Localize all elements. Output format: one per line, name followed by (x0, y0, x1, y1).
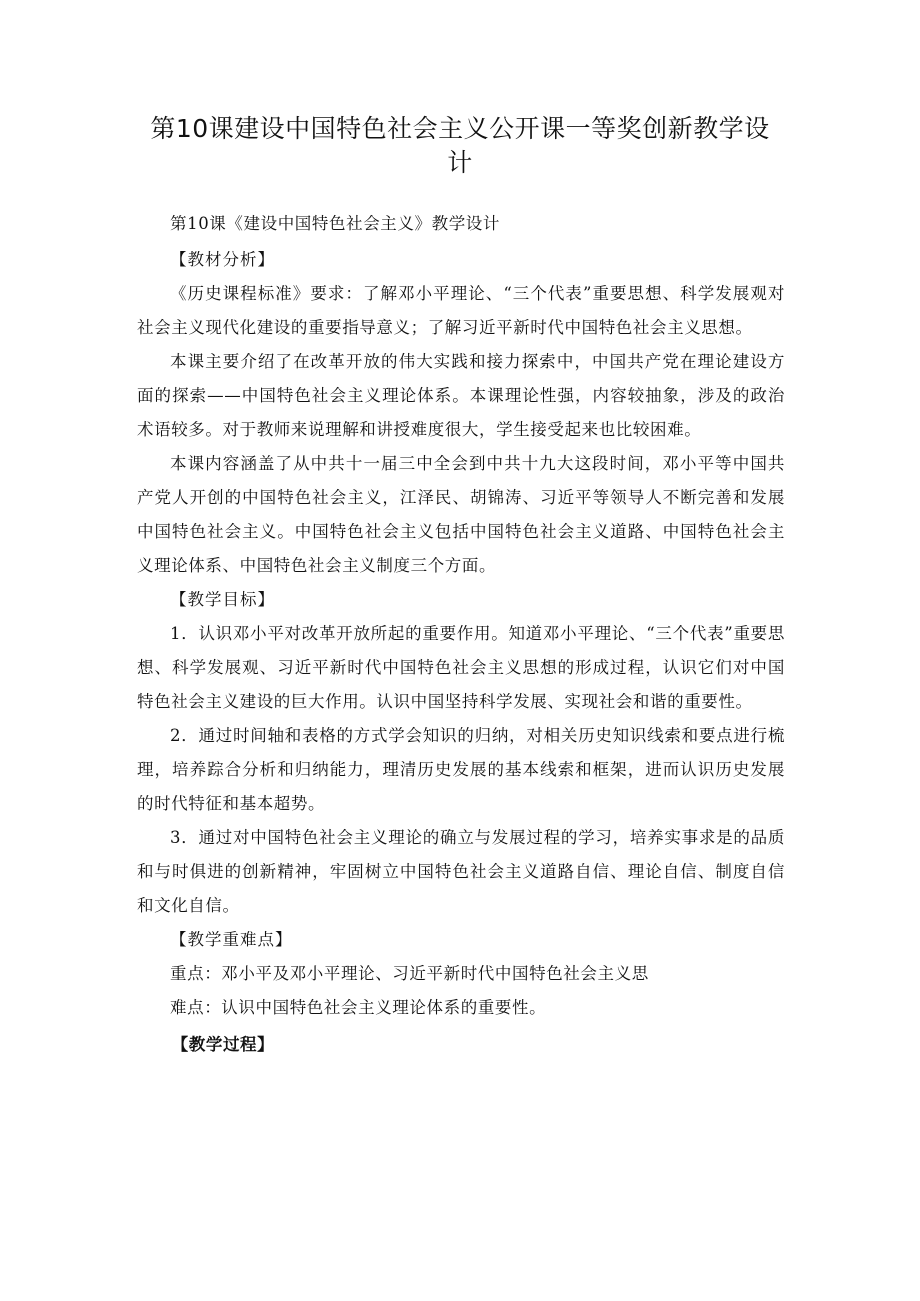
objective-item: 1．认识邓小平对改革开放所起的重要作用。知道邓小平理论、“三个代表”重要思想、科学发展观、习近平新时代中国特色社会主义思想的形成过程，认识它们对中国特色社会主义建设的巨大作用。认识中国坚持科学发展、实现社会和谐的重要性。 (137, 624, 785, 711)
document-subtitle: 第10课《建设中国特色社会主义》教学设计 (170, 214, 500, 233)
difficulty-point: 难点：认识中国特色社会主义理论体系的重要性。 (170, 998, 547, 1017)
section-heading-key-points: 【教学重难点】 (170, 930, 293, 949)
objective-item: 2．通过时间轴和表格的方式学会知识的归纳，对相关历史知识线索和要点进行梳理，培养踪合分析和归纳能力，理清历史发展的基本线索和框架，进而认识历史发展的时代特征和基本超势。 (137, 726, 785, 813)
paragraph: 本课主要介绍了在改革开放的伟大实践和接力探索中，中国共产党在理论建设方面的探索——中国特色社会主义理论体系。本课理论性强，内容较抽象，涉及的政治术语较多。对于教师来说理解和讲授难度很大，学生接受起来也比较困难。 (137, 352, 785, 439)
document-title: 第10课建设中国特色社会主义公开课一等奖创新教学设计 (150, 114, 770, 177)
section-heading-objectives: 【教学目标】 (170, 590, 275, 609)
section-heading-process: 【教学过程】 (171, 1035, 275, 1054)
objective-item: 3．通过对中国特色社会主义理论的确立与发展过程的学习，培养实事求是的品质和与时俱进的创新精神，牢固树立中国特色社会主义道路自信、理论自信、制度自信和文化自信。 (137, 828, 785, 915)
paragraph: 本课内容涵盖了从中共十一届三中全会到中共十九大这段时间，邓小平等中国共产党人开创的中国特色社会主义，江泽民、胡锦涛、习近平等领导人不断完善和发展中国特色社会主义。中国特色社会主义包括中国特色社会主义道路、中国特色社会主义理论体系、中国特色社会主义制度三个方面。 (137, 454, 785, 575)
section-heading-analysis: 【教材分析】 (170, 250, 275, 269)
document-body (137, 207, 785, 1062)
key-point: 重点：邓小平及邓小平理论、习近平新时代中国特色社会主义思 (170, 964, 649, 983)
paragraph: 《历史课程标准》要求：了解邓小平理论、“三个代表”重要思想、科学发展观对社会主义现代化建设的重要指导意义；了解习近平新时代中国特色社会主义思想。 (137, 284, 785, 337)
